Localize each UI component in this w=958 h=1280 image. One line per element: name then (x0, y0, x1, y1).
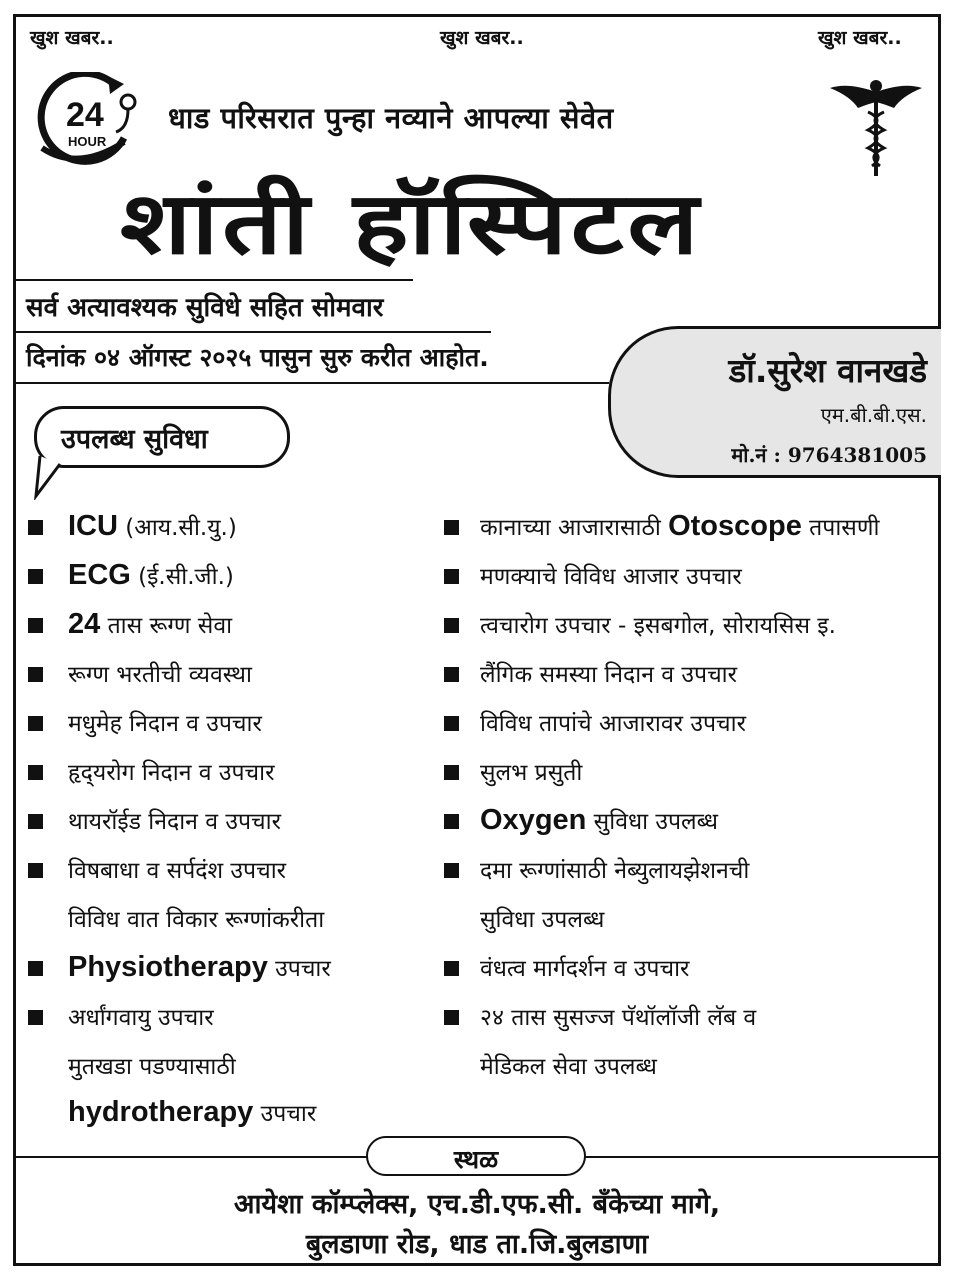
left-facility-item (68, 706, 262, 739)
facility-text-mr: तास रूग्ण सेवा (100, 613, 233, 639)
facility-text-mr: तपासणी (801, 515, 880, 541)
facility-text-mr: सुविधा उपलब्ध (480, 907, 605, 933)
facility-text-mr: मुतखडा पडण्यासाठी (68, 1054, 236, 1080)
location-label-pill (366, 1136, 586, 1176)
right-facility-item (480, 559, 742, 592)
facility-text-mr: (आय.सी.यु.) (117, 515, 237, 541)
facility-text-en: ECG (68, 559, 131, 591)
address-line-2: बुलडाणा रोड, धाड ता.जि.बुलडाणा (305, 1229, 649, 1260)
square-bullet-icon (444, 716, 459, 731)
facility-text-mr: मधुमेह निदान व उपचार (68, 711, 262, 737)
square-bullet-icon (28, 765, 43, 780)
square-bullet-icon (444, 667, 459, 682)
divider (13, 279, 413, 281)
left-facility-item (68, 608, 232, 641)
right-facility-item (480, 657, 737, 690)
square-bullet-icon (28, 667, 43, 682)
facility-text-mr: सुलभ प्रसुती (480, 760, 583, 786)
facility-text-pre: कानाच्या आजारासाठी (480, 515, 669, 541)
facility-text-mr: वंधत्व मार्गदर्शन व उपचार (480, 956, 690, 982)
square-bullet-icon (444, 863, 459, 878)
left-facility-item (68, 1096, 316, 1129)
facility-text-mr: मणक्याचे विविध आजार उपचार (480, 564, 742, 590)
right-facility-item (480, 853, 749, 886)
facility-text-mr: रूग्ण भरतीची व्यवस्था (68, 662, 252, 688)
intro-line-2: दिनांक ०४ ऑगस्ट २०२५ पासुन सुरु करीत आहोत. (26, 343, 489, 372)
divider (13, 382, 609, 384)
left-facility-item (68, 755, 275, 788)
left-facility-item (68, 1000, 214, 1033)
location-label: स्थळ (453, 1145, 499, 1174)
right-facility-item (480, 706, 746, 739)
facility-text-mr: दमा रूग्णांसाठी नेब्युलायझेशनची (480, 858, 750, 884)
square-bullet-icon (28, 814, 43, 829)
facility-text-mr: मेडिकल सेवा उपलब्ध (480, 1054, 657, 1080)
square-bullet-icon (444, 569, 459, 584)
facility-text-mr: त्वचारोग उपचार - इसबगोल, सोरायसिस इ. (480, 613, 836, 639)
right-facility-item (480, 755, 582, 788)
facility-text-mr: विविध वात विकार रूग्णांकरीता (68, 907, 325, 933)
news-label-left: खुश खबर.. (30, 27, 114, 49)
square-bullet-icon (28, 716, 43, 731)
doctor-phone: मो.नं : 9764381005 (731, 443, 927, 467)
facility-text-mr: (ई.सी.जी.) (130, 564, 234, 590)
square-bullet-icon (28, 863, 43, 878)
left-facility-item (68, 1049, 236, 1082)
facility-text-mr: थायरॉईड निदान व उपचार (68, 809, 281, 835)
left-facility-item (68, 657, 252, 690)
doctor-degree: एम.बी.बी.एस. (820, 403, 927, 427)
facility-text-mr: हृद्‌यरोग निदान व उपचार (68, 760, 275, 786)
right-facility-item (480, 1000, 756, 1033)
facility-text-mr: उपचार (253, 1101, 317, 1127)
tagline: धाड परिसरात पुन्हा नव्याने आपल्या सेवेत (168, 101, 614, 135)
facility-text-mr: उपचार (267, 956, 331, 982)
divider (13, 331, 491, 333)
right-facility-item (480, 608, 836, 641)
facility-text-mr: लैंगिक समस्या निदान व उपचार (480, 662, 738, 688)
logo-number: 24 (66, 96, 104, 134)
square-bullet-icon (28, 618, 43, 633)
right-facility-item (480, 951, 689, 984)
news-label-center: खुश खबर.. (440, 27, 524, 49)
right-facility-item (480, 510, 879, 543)
bubble-tail-icon (30, 450, 70, 500)
square-bullet-icon (444, 814, 459, 829)
left-facility-item (68, 951, 331, 984)
square-bullet-icon (444, 765, 459, 780)
logo-unit: HOUR (68, 134, 107, 149)
facility-text-en: hydrotherapy (68, 1096, 254, 1128)
facilities-heading-bubble (34, 406, 290, 468)
facility-text-mr: विषबाधा व सर्पदंश उपचार (68, 858, 287, 884)
square-bullet-icon (28, 1010, 43, 1025)
hospital-title: शांती हॉस्पिटल (120, 174, 703, 274)
square-bullet-icon (444, 1010, 459, 1025)
news-label-right: खुश खबर.. (818, 27, 902, 49)
facilities-heading: उपलब्ध सुविधा (61, 424, 208, 455)
left-facility-item (68, 902, 324, 935)
facility-text-mr: विविध तापांचे आजारावर उपचार (480, 711, 746, 737)
facility-text-en: Physiotherapy (68, 951, 268, 983)
square-bullet-icon (28, 520, 43, 535)
square-bullet-icon (28, 569, 43, 584)
facility-text-en: Oxygen (480, 804, 587, 836)
facility-text-en: Otoscope (668, 510, 802, 542)
left-facility-item (68, 510, 237, 543)
square-bullet-icon (28, 961, 43, 976)
facility-text-mr: सुविधा उपलब्ध (586, 809, 719, 835)
facility-text-en: 24 (68, 608, 101, 640)
right-facility-item (480, 902, 604, 935)
address-line-1: आयेशा कॉम्प्लेक्स, एच.डी.एफ.सी. बँकेच्या मागे, (233, 1189, 721, 1220)
right-facility-item (480, 1049, 657, 1082)
caduceus-icon (828, 74, 924, 178)
doctor-card (608, 326, 941, 478)
square-bullet-icon (444, 520, 459, 535)
left-facility-item (68, 804, 281, 837)
square-bullet-icon (444, 618, 459, 633)
doctor-name: डॉ.सुरेश वानखडे (728, 351, 927, 390)
clock-24-hour-icon (28, 72, 146, 172)
right-facility-item (480, 804, 718, 837)
facility-text-mr: अर्धांगवायु उपचार (68, 1005, 214, 1031)
square-bullet-icon (444, 961, 459, 976)
facility-text-mr: २४ तास सुसज्ज पॅथॉलॉजी लॅब व (480, 1005, 757, 1031)
left-facility-item (68, 853, 286, 886)
facility-text-en: ICU (68, 510, 118, 542)
intro-line-1: सर्व अत्यावश्यक सुविधे सहित सोमवार (26, 293, 384, 323)
left-facility-item (68, 559, 234, 592)
